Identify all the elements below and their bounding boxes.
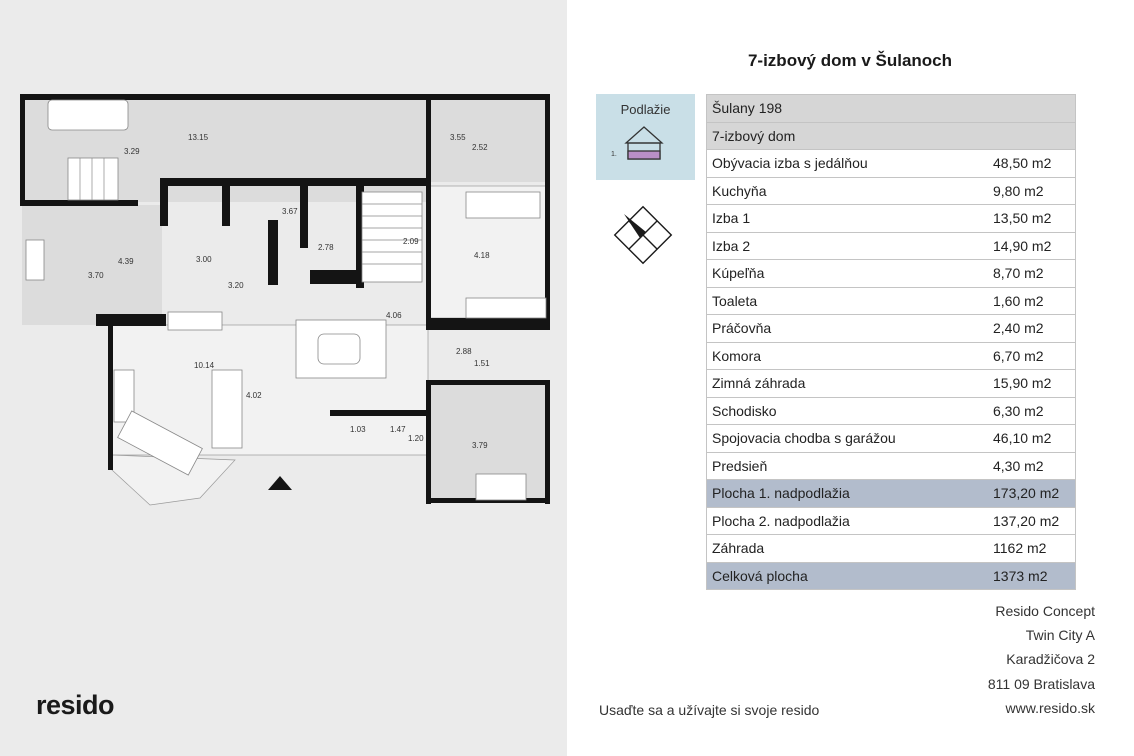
table-row bbox=[707, 562, 1076, 590]
floor-number: 1. bbox=[611, 151, 617, 158]
room-area: 137,20 m2 bbox=[988, 507, 1076, 535]
room-label: Toaleta bbox=[707, 287, 989, 315]
wall bbox=[160, 178, 168, 226]
table-row bbox=[707, 232, 1076, 260]
room-area: 173,20 m2 bbox=[988, 480, 1076, 508]
page-title: 7-izbový dom v Šulanoch bbox=[747, 51, 953, 70]
dim-label: 1.51 bbox=[474, 359, 490, 368]
room-label: Kuchyňa bbox=[707, 177, 989, 205]
room-area: 1,60 m2 bbox=[988, 287, 1076, 315]
room-area: 4,30 m2 bbox=[988, 452, 1076, 480]
room-label: Spojovacia chodba s garážou bbox=[707, 425, 989, 453]
room-label: Predsieň bbox=[707, 452, 989, 480]
room-area: 6,30 m2 bbox=[988, 397, 1076, 425]
dim-label: 2.52 bbox=[472, 143, 488, 152]
wall bbox=[108, 324, 113, 470]
room-label: Schodisko bbox=[707, 397, 989, 425]
table-row bbox=[707, 507, 1076, 535]
dim-label: 1.47 bbox=[390, 425, 406, 434]
table-row bbox=[707, 480, 1076, 508]
room-label: Celková plocha bbox=[707, 562, 989, 590]
table-row bbox=[707, 95, 1076, 123]
room-area: 13,50 m2 bbox=[988, 205, 1076, 233]
dim-label: 3.70 bbox=[88, 271, 104, 280]
dim-label: 1.20 bbox=[408, 434, 424, 443]
street: Karadžičova 2 bbox=[1006, 651, 1095, 668]
table-row bbox=[707, 150, 1076, 178]
wall bbox=[426, 94, 431, 330]
dim-label: 3.00 bbox=[196, 255, 212, 264]
stairs-top bbox=[68, 158, 118, 200]
room-area: 1162 m2 bbox=[988, 535, 1076, 563]
wall bbox=[545, 380, 550, 504]
wall bbox=[545, 94, 550, 330]
room-area: 46,10 m2 bbox=[988, 425, 1076, 453]
room-label: Zimná záhrada bbox=[707, 370, 989, 398]
wall bbox=[96, 314, 166, 326]
dining-table bbox=[318, 334, 360, 364]
bed bbox=[466, 298, 546, 318]
dim-label: 1.03 bbox=[350, 425, 366, 434]
address-cell: Šulany 198 bbox=[707, 95, 1076, 123]
table-row bbox=[707, 342, 1076, 370]
wall bbox=[426, 380, 431, 504]
floor-selector[interactable] bbox=[596, 94, 695, 180]
wall bbox=[428, 380, 548, 385]
table-row bbox=[707, 287, 1076, 315]
dim-label: 3.29 bbox=[124, 147, 140, 156]
floor-highlight bbox=[628, 151, 660, 159]
sofa bbox=[466, 192, 540, 218]
table-row bbox=[707, 260, 1076, 288]
dim-label: 13.15 bbox=[188, 133, 209, 142]
room-area: 2,40 m2 bbox=[988, 315, 1076, 343]
wall bbox=[20, 94, 550, 100]
dim-label: 4.18 bbox=[474, 251, 490, 260]
dim-label: 2.78 bbox=[318, 243, 334, 252]
table-row bbox=[707, 535, 1076, 563]
room-label: Záhrada bbox=[707, 535, 989, 563]
table bbox=[26, 240, 44, 280]
dim-label: 4.39 bbox=[118, 257, 134, 266]
website-link[interactable]: www.resido.sk bbox=[1005, 699, 1095, 716]
room-area: 14,90 m2 bbox=[988, 232, 1076, 260]
table-row bbox=[707, 370, 1076, 398]
room-label: Obývacia izba s jedálňou bbox=[707, 150, 989, 178]
type-cell: 7-izbový dom bbox=[707, 122, 1076, 150]
wall bbox=[160, 178, 430, 186]
table-row bbox=[707, 315, 1076, 343]
dim-label: 10.14 bbox=[194, 361, 215, 370]
room-label: Kúpeľňa bbox=[707, 260, 989, 288]
room-label: Plocha 1. nadpodlažia bbox=[707, 480, 989, 508]
wall bbox=[222, 178, 230, 226]
dim-label: 2.09 bbox=[403, 237, 419, 246]
room-area: 48,50 m2 bbox=[988, 150, 1076, 178]
resido-logo: resido bbox=[36, 690, 115, 720]
wall bbox=[310, 270, 358, 284]
room-label: Plocha 2. nadpodlažia bbox=[707, 507, 989, 535]
table-row bbox=[707, 177, 1076, 205]
wall bbox=[20, 94, 25, 206]
room-area: 8,70 m2 bbox=[988, 260, 1076, 288]
room-area: 9,80 m2 bbox=[988, 177, 1076, 205]
dim-label: 3.79 bbox=[472, 441, 488, 450]
entrance-marker bbox=[268, 476, 292, 490]
bathtub bbox=[48, 100, 128, 130]
city: 811 09 Bratislava bbox=[987, 675, 1095, 692]
house-floor-icon bbox=[622, 121, 666, 165]
kitchen-island bbox=[168, 312, 222, 330]
couch bbox=[212, 370, 242, 448]
dim-label: 4.02 bbox=[246, 391, 262, 400]
table-row bbox=[707, 425, 1076, 453]
table-row bbox=[707, 452, 1076, 480]
table-row bbox=[707, 205, 1076, 233]
room-area: 1373 m2 bbox=[988, 562, 1076, 590]
building-name: Twin City A bbox=[1025, 627, 1095, 644]
wall bbox=[20, 200, 138, 206]
floor-label: Podlažie bbox=[620, 102, 671, 117]
room-area: 6,70 m2 bbox=[988, 342, 1076, 370]
dim-label: 3.20 bbox=[228, 281, 244, 290]
room-fill bbox=[428, 96, 548, 182]
dim-label: 2.88 bbox=[456, 347, 472, 356]
wall bbox=[300, 178, 308, 248]
room-area: 15,90 m2 bbox=[988, 370, 1076, 398]
room-label: Izba 2 bbox=[707, 232, 989, 260]
bed-small bbox=[476, 474, 526, 500]
dim-label: 4.06 bbox=[386, 311, 402, 320]
wall bbox=[426, 318, 550, 330]
table-row bbox=[707, 397, 1076, 425]
room-label: Izba 1 bbox=[707, 205, 989, 233]
room-label: Práčovňa bbox=[707, 315, 989, 343]
dim-label: 3.55 bbox=[450, 133, 466, 142]
dim-label: 3.67 bbox=[282, 207, 298, 216]
table-row bbox=[707, 122, 1076, 150]
room-area-table bbox=[706, 94, 1076, 590]
tagline: Usaďte sa a užívajte si svoje resido bbox=[599, 702, 820, 718]
compass-icon bbox=[610, 202, 676, 268]
wall bbox=[330, 410, 426, 416]
wall bbox=[268, 220, 278, 285]
company-name: Resido Concept bbox=[995, 603, 1095, 619]
company-address bbox=[900, 599, 1095, 720]
room-label: Komora bbox=[707, 342, 989, 370]
